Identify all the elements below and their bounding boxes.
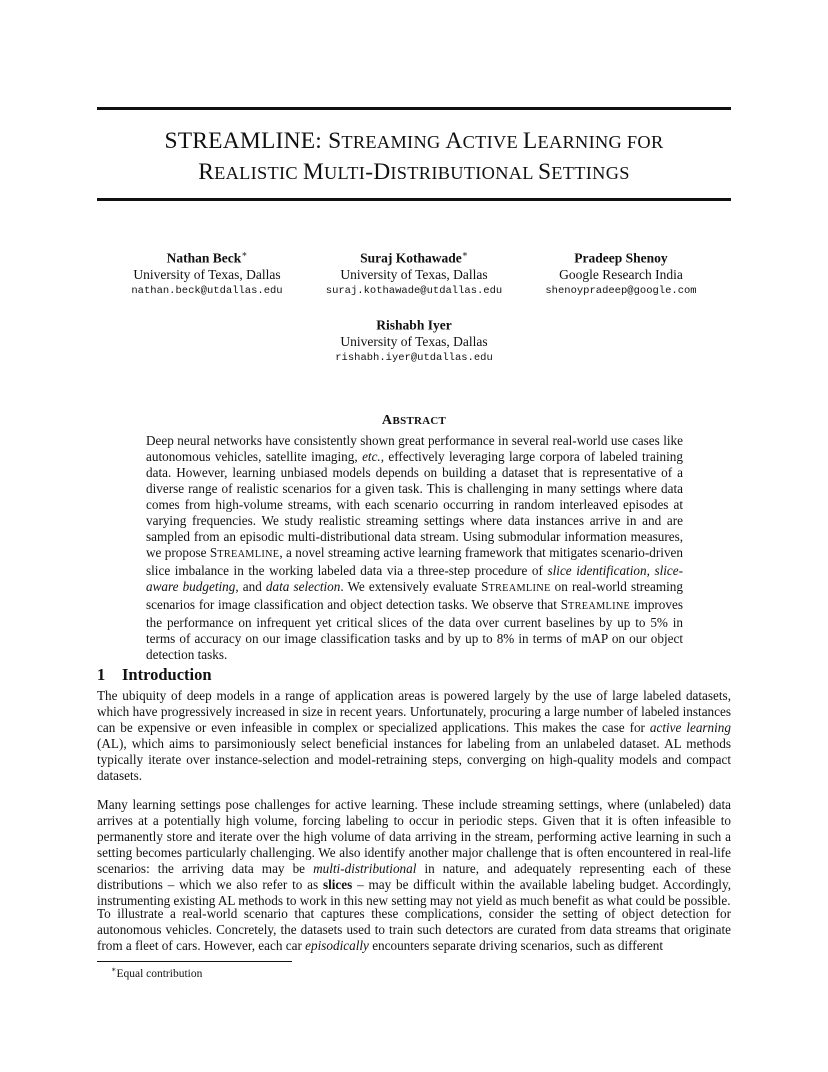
author-block — [304, 246, 524, 299]
title-line-2: REALISTIC MULTI-DISTRIBUTIONAL SETTINGS — [198, 159, 630, 185]
section-heading — [97, 665, 212, 685]
intro-paragraph-1: The ubiquity of deep models in a range of application areas is powered largely by the use of large labeled datasets, which have progressively increased in size in recent years. Unfortunately, procuring a large number of labeled instances can be expensive or even infeasible in complex or specialized applications. This makes the case for active learning (AL), which aims to parsimoniously select beneficial instances for labeling from an unlabeled dataset. AL methods typically iterate over instance-selection and model-retraining steps, converging on high-quality models and compact datasets. — [97, 688, 731, 783]
author-block — [511, 246, 731, 299]
author-email[interactable]: rishabh.iyer@utdallas.edu — [335, 351, 493, 364]
author-block — [304, 313, 524, 366]
footnote: ∗Equal contribution — [111, 965, 203, 980]
author-affiliation: Google Research India — [559, 266, 683, 282]
paper-title — [97, 126, 731, 188]
author-email[interactable]: shenoypradeep@google.com — [545, 284, 697, 297]
intro-paragraph-2: Many learning settings pose challenges for active learning. These include streaming settings, where (unlabeled) data arrives at a potentially high volume, forcing labeling to occur in periodic steps. Given that it is often infeasible to permanently store and iterate over the high volume of data arriving in the stream, performing active learning in such a setting becomes particularly challenging. We also identify another major challenge that is often encountered in real-life scenarios: the arriving data may be multi-distributional in nature, and adequately representing each of these distributions – which we also refer to as slices – may be difficult within the available labeling budget. Accordingly, instrumenting existing AL methods to work in this new setting may not yield as much benefit as what could be possible. — [97, 797, 731, 908]
title-top-rule — [97, 107, 731, 110]
footnote-rule — [97, 961, 292, 962]
author-email[interactable]: nathan.beck@utdallas.edu — [131, 284, 283, 297]
title-bottom-rule — [97, 198, 731, 201]
intro-paragraph-3: To illustrate a real-world scenario that captures these complications, consider the setting of object detection for autonomous vehicles. Concretely, the datasets used to train such detectors are curated from data streams that originate from a fleet of cars. However, each car episodically encounters separate driving scenarios, such as different — [97, 906, 731, 953]
author-block — [97, 246, 317, 299]
author-affiliation: University of Texas, Dallas — [340, 266, 488, 282]
author-email[interactable]: suraj.kothawade@utdallas.edu — [325, 284, 503, 297]
author-name: Pradeep Shenoy — [574, 250, 668, 266]
author-name: Suraj Kothawade∗ — [360, 249, 468, 266]
author-name: Nathan Beck∗ — [166, 249, 248, 266]
author-name: Rishabh Iyer — [376, 317, 452, 333]
title-line-1: STREAMLINE: STREAMING ACTIVE LEARNING FOR — [164, 128, 664, 154]
section-number: 1 — [97, 665, 106, 684]
section-title: Introduction — [122, 665, 212, 684]
abstract-text: Deep neural networks have consistently shown great performance in several real-world use cases like autonomous vehicles, satellite imaging, etc., effectively leveraging large corpora of labeled training data. However, learning unbiased models depends on building a dataset that is representative of a diverse range of realistic scenarios for a given task. This is challenging in many settings where data comes from high-volume streams, with each scenario occurring in random interleaved episodes at varying frequencies. We study realistic streaming settings where data instances arrive in and are sampled from an episodic multi-distributional data stream. Using submodular information measures, we propose STREAMLINE, a novel streaming active learning framework that mitigates scenario-driven slice imbalance in the working labeled data via a three-step procedure of slice identification, slice-aware budgeting, and data selection. We extensively evaluate STREAMLINE on real-world streaming scenarios for image classification and object detection tasks. We observe that STREAMLINE improves the performance on infrequent yet critical slices of the data over current baselines by up to 5% in terms of accuracy on our image classification tasks and by up to 8% in terms of mAP on our object detection tasks. — [146, 433, 684, 662]
author-affiliation: University of Texas, Dallas — [340, 333, 488, 349]
abstract-heading: ABSTRACT — [381, 413, 447, 428]
author-affiliation: University of Texas, Dallas — [133, 266, 281, 282]
